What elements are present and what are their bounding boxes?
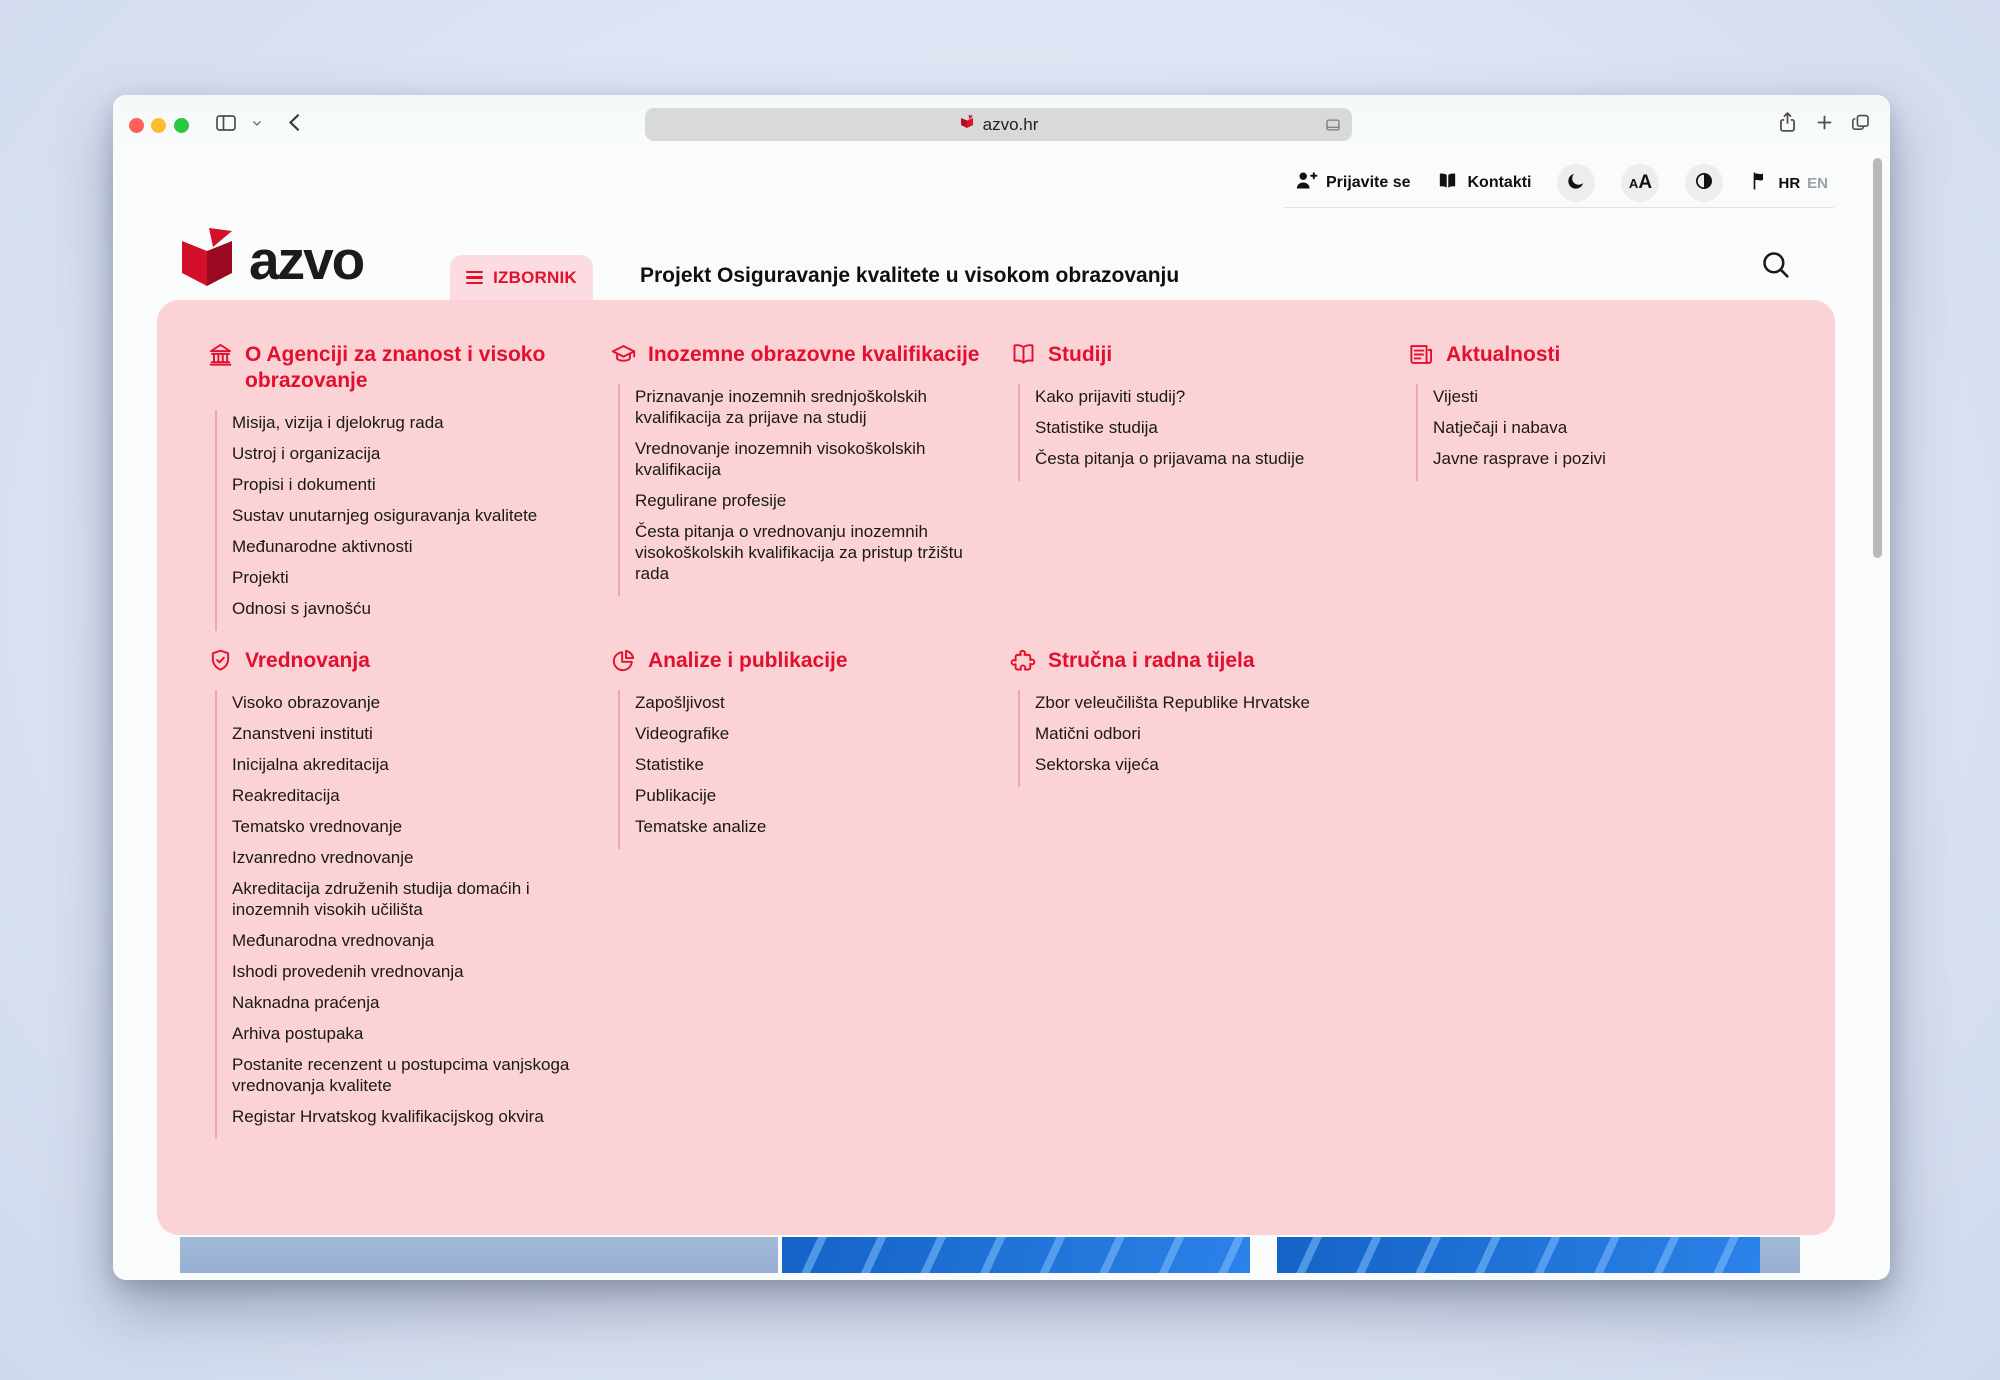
section-title: Vrednovanja — [245, 649, 370, 672]
menu-item[interactable]: Česta pitanja o vrednovanju inozemnih visokoškolskih kvalifikacija za pristup tržištu rada — [635, 522, 963, 583]
section-header-aktualnosti[interactable] — [1408, 342, 1805, 368]
section-title: Studiji — [1048, 343, 1113, 366]
section-title: Aktualnosti — [1446, 343, 1561, 366]
menu-item[interactable]: Propisi i dokumenti — [232, 475, 376, 494]
menu-section-vrednovanja — [207, 648, 610, 1139]
menu-item[interactable]: Međunarodna vrednovanja — [232, 931, 435, 950]
person-plus-icon — [1294, 169, 1318, 198]
menu-item[interactable]: Javne rasprave i pozivi — [1433, 449, 1606, 468]
menu-item[interactable]: Arhiva postupaka — [232, 1024, 364, 1043]
menu-section-studiji — [1010, 342, 1408, 648]
menu-item[interactable]: Tematske analize — [635, 817, 767, 836]
site-favicon — [959, 114, 975, 135]
address-bar[interactable] — [645, 108, 1352, 141]
section-title: Analize i publikacije — [648, 649, 848, 672]
menu-item[interactable]: Regulirane profesije — [635, 491, 787, 510]
graduation-cap-icon — [610, 341, 637, 368]
hamburger-icon — [466, 271, 483, 284]
open-book-icon — [1010, 341, 1037, 368]
menu-section-strucna-tijela — [1010, 648, 1408, 1139]
menu-row-1 — [207, 342, 1805, 648]
section-list — [1018, 384, 1408, 481]
sign-in-label: Prijavite se — [1325, 174, 1411, 191]
pie-chart-icon — [610, 647, 637, 674]
shield-check-icon — [207, 647, 234, 674]
izbornik-label: IZBORNIK — [493, 267, 577, 287]
moon-icon — [1565, 170, 1587, 197]
font-size-small-label: A — [1628, 176, 1639, 191]
hero-image-muted — [180, 1237, 778, 1273]
menu-item[interactable]: Registar Hrvatskog kvalifikacijskog okvira — [232, 1107, 544, 1126]
section-header-studiji[interactable] — [1010, 342, 1408, 368]
menu-item[interactable]: Matični odbori — [1035, 724, 1141, 743]
menu-item[interactable]: Videografike — [635, 724, 730, 743]
language-switcher[interactable] — [1749, 170, 1828, 196]
menu-item[interactable]: Česta pitanja o prijavama na studije — [1035, 449, 1305, 468]
menu-item[interactable]: Akreditacija združenih studija domaćih i inozemnih visokih učilišta — [232, 879, 530, 919]
menu-item[interactable]: Publikacije — [635, 786, 717, 805]
menu-item[interactable]: Ustroj i organizacija — [232, 444, 381, 463]
menu-item[interactable]: Misija, vizija i djelokrug rada — [232, 413, 444, 432]
menu-item[interactable]: Odnosi s javnošću — [232, 599, 371, 618]
hero-image-blue-1 — [782, 1237, 1250, 1273]
section-title: Stručna i radna tijela — [1048, 649, 1255, 672]
page-settings-icon[interactable] — [1324, 116, 1342, 139]
section-title: O Agenciji za znanost i visoko obrazovanje — [245, 343, 546, 392]
sidebar-toggle-button[interactable] — [214, 111, 238, 135]
menu-row-2 — [207, 648, 1805, 1139]
close-window-button[interactable] — [129, 118, 144, 133]
section-list — [215, 410, 610, 631]
menu-section-analize — [610, 648, 1010, 1139]
contacts-label: Kontakti — [1467, 174, 1532, 191]
url-text: azvo.hr — [982, 114, 1039, 134]
vertical-scrollbar[interactable] — [1873, 158, 1882, 558]
menu-section-o-agenciji — [207, 342, 610, 648]
menu-item[interactable]: Naknadna praćenja — [232, 993, 380, 1012]
section-header-analize[interactable] — [610, 648, 1010, 674]
menu-item[interactable]: Tematsko vrednovanje — [232, 817, 403, 836]
browser-titlebar — [113, 95, 1890, 151]
menu-item[interactable]: Statistike studija — [1035, 418, 1158, 437]
hero-image-blue-2 — [1277, 1237, 1760, 1273]
menu-item[interactable]: Visoko obrazovanje — [232, 693, 381, 712]
menu-item[interactable]: Sustav unutarnjeg osiguravanja kvalitete — [232, 506, 538, 525]
new-tab-button[interactable] — [1813, 111, 1836, 134]
menu-section-empty — [1408, 648, 1805, 1139]
lang-hr[interactable]: HR — [1778, 174, 1801, 192]
building-columns-icon — [207, 341, 234, 368]
browser-window — [113, 95, 1890, 1280]
menu-item[interactable]: Vrednovanje inozemnih visokoškolskih kvalifikacija — [635, 439, 926, 479]
dark-mode-button[interactable] — [1557, 164, 1595, 202]
menu-item[interactable]: Ishodi provedenih vrednovanja — [232, 962, 464, 981]
contrast-button[interactable] — [1685, 164, 1723, 202]
section-list — [1018, 690, 1408, 787]
utility-bar — [1284, 159, 1834, 208]
back-button[interactable] — [283, 110, 308, 135]
menu-section-inozemne — [610, 342, 1010, 648]
menu-item[interactable]: Inicijalna akreditacija — [232, 755, 389, 774]
menu-item[interactable]: Vijesti — [1433, 387, 1479, 406]
menu-item[interactable]: Natječaji i nabava — [1433, 418, 1568, 437]
section-list — [618, 690, 1010, 849]
hero-image-muted-tail — [1760, 1237, 1800, 1273]
share-button[interactable] — [1775, 110, 1800, 135]
azvo-logo-icon — [180, 228, 234, 293]
puzzle-icon — [1010, 647, 1037, 674]
section-list — [618, 384, 1010, 596]
font-size-large-label: A — [1638, 172, 1653, 193]
logo-text: azvo — [249, 229, 364, 291]
newspaper-icon — [1408, 341, 1435, 368]
project-title-link[interactable]: Projekt Osiguravanje kvalitete u visokom obrazovanju — [640, 264, 1180, 287]
search-button[interactable] — [1759, 248, 1795, 284]
menu-item[interactable]: Zbor veleučilišta Republike Hrvatske — [1035, 693, 1310, 712]
section-list — [1416, 384, 1805, 481]
section-header-inozemne[interactable] — [610, 342, 1010, 368]
tab-overview-button[interactable] — [1849, 111, 1872, 134]
font-size-button[interactable] — [1621, 164, 1659, 202]
lang-en[interactable]: EN — [1807, 174, 1828, 192]
menu-item[interactable]: Sektorska vijeća — [1035, 755, 1159, 774]
menu-item[interactable]: Kako prijaviti studij? — [1035, 387, 1186, 406]
flag-icon — [1749, 170, 1771, 196]
section-header-vrednovanja[interactable] — [207, 648, 610, 674]
menu-item[interactable]: Zapošljivost — [635, 693, 725, 712]
menu-item[interactable]: Postanite recenzent u postupcima vanjskoga vrednovanja kvalitete — [232, 1055, 570, 1095]
contrast-icon — [1693, 170, 1715, 197]
font-size-icon — [1629, 172, 1652, 194]
menu-item[interactable]: Međunarodne aktivnosti — [232, 537, 413, 556]
contacts-button[interactable] — [1436, 169, 1531, 197]
chevron-down-icon[interactable] — [251, 117, 263, 129]
menu-item[interactable]: Projekti — [232, 568, 289, 587]
menu-item[interactable]: Priznavanje inozemnih srednjoškolskih kvalifikacija za prijave na studij — [635, 387, 927, 427]
mega-menu-panel — [157, 300, 1835, 1235]
menu-item[interactable]: Znanstveni instituti — [232, 724, 373, 743]
zoom-window-button[interactable] — [174, 118, 189, 133]
menu-item[interactable]: Statistike — [635, 755, 704, 774]
menu-section-aktualnosti — [1408, 342, 1805, 648]
sign-in-button[interactable] — [1294, 169, 1411, 198]
section-list — [215, 690, 610, 1139]
menu-item[interactable]: Reakreditacija — [232, 786, 340, 805]
book-icon — [1436, 169, 1459, 197]
section-header-strucna-tijela[interactable] — [1010, 648, 1408, 674]
izbornik-menu-button[interactable] — [450, 255, 593, 300]
section-title: Inozemne obrazovne kvalifikacije — [648, 343, 980, 366]
menu-item[interactable]: Izvanredno vrednovanje — [232, 848, 414, 867]
minimize-window-button[interactable] — [151, 118, 166, 133]
site-logo[interactable] — [180, 228, 363, 293]
section-header-o-agenciji[interactable] — [207, 342, 610, 394]
